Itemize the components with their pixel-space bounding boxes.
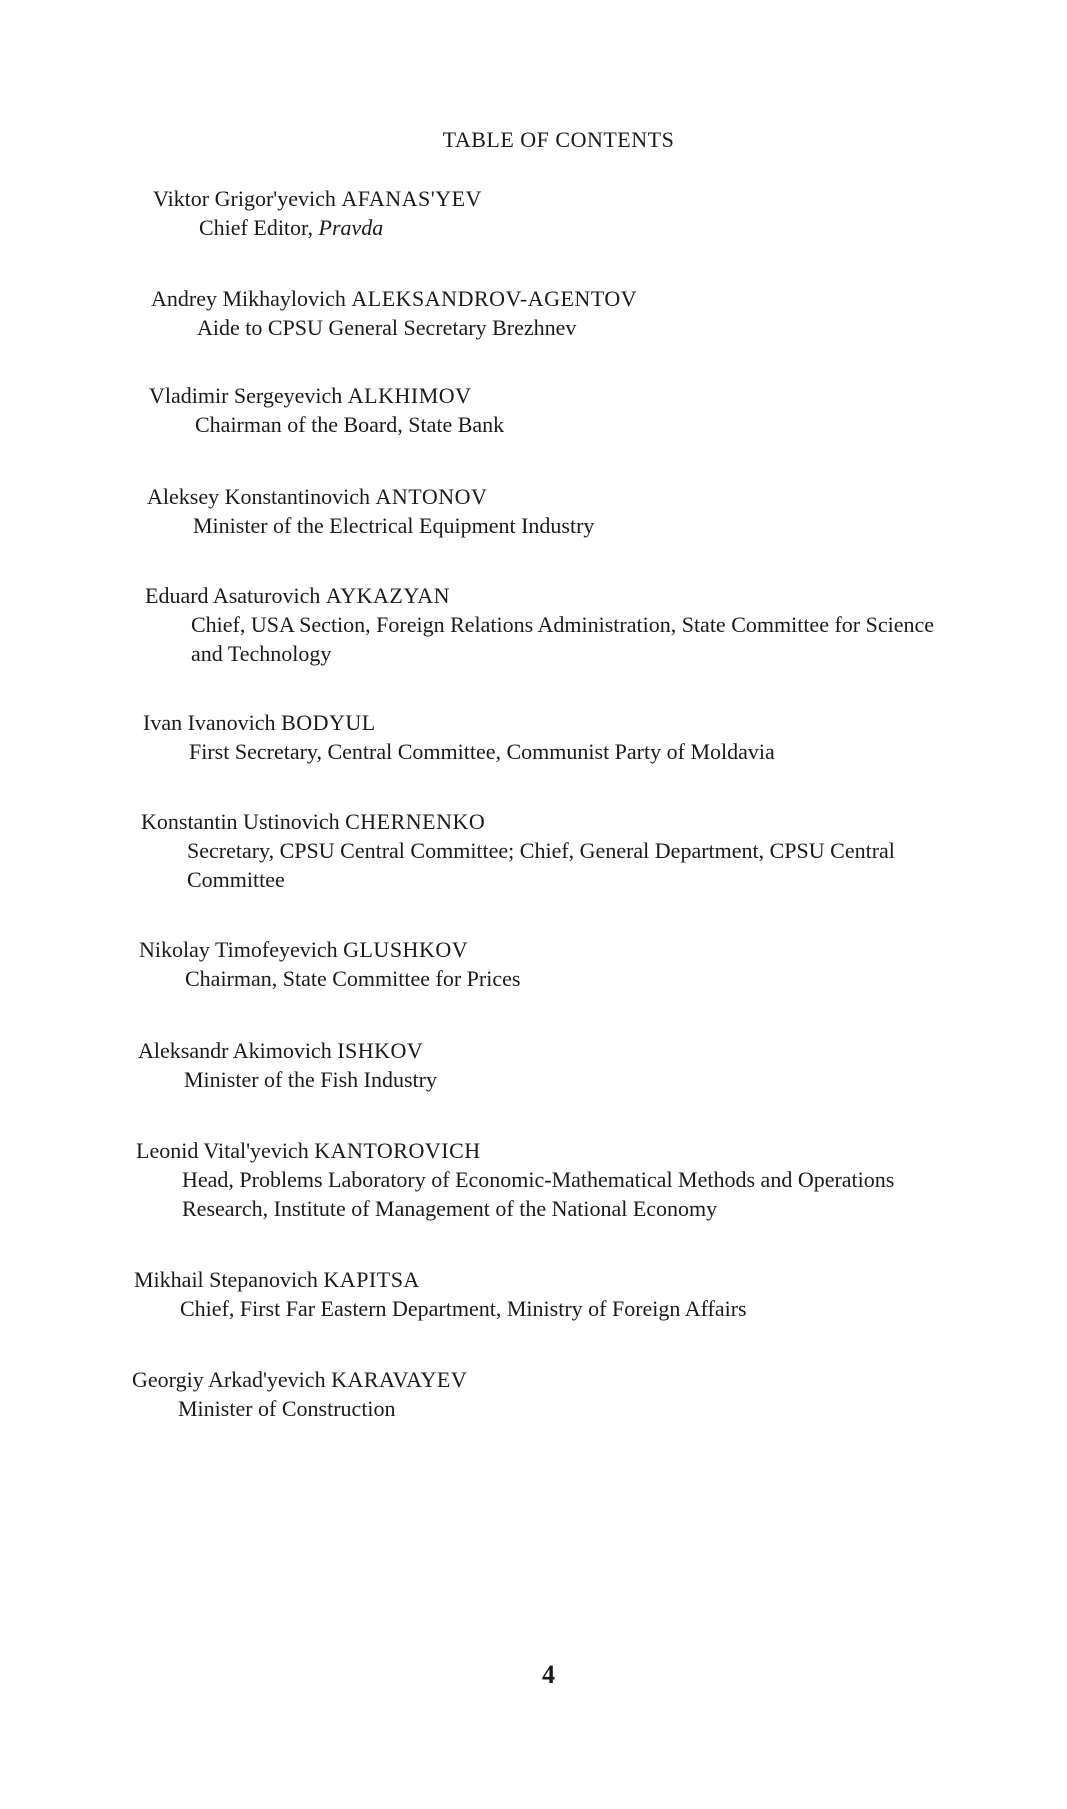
entry-role-italic: Pravda: [318, 215, 384, 240]
entry-role: [141, 836, 947, 894]
entry-given-name: Eduard Asaturovich: [145, 583, 321, 608]
entry-role: [132, 1394, 467, 1423]
entry-role: [139, 964, 520, 993]
entry-surname: ANTONOV: [375, 484, 488, 509]
entry-given-name: Aleksey Konstantinovich: [147, 484, 371, 509]
entry-role-text: Chairman of the Board, State Bank: [195, 412, 505, 437]
entry-name: [139, 935, 520, 964]
entry-given-name: Andrey Mikhaylovich: [151, 286, 346, 311]
entry-given-name: Aleksandr Akimovich: [138, 1038, 332, 1063]
entry-role: [145, 610, 951, 668]
toc-entry: [141, 807, 947, 894]
entry-name: [134, 1265, 747, 1294]
toc-entry: [149, 381, 504, 439]
entry-name: [141, 807, 947, 836]
entry-given-name: Viktor Grigor'yevich: [153, 186, 336, 211]
entry-role-text: Minister of the Fish Industry: [184, 1067, 437, 1092]
entry-role-text: Chief, First Far Eastern Department, Ministry of Foreign Affairs: [180, 1296, 747, 1321]
entry-given-name: Nikolay Timofeyevich: [139, 937, 338, 962]
entry-role: [149, 410, 504, 439]
entry-role: [134, 1294, 747, 1323]
entry-role: [151, 313, 637, 342]
entry-role: [147, 511, 594, 540]
entry-role-text: Head, Problems Laboratory of Economic-Mathematical Methods and Operations Research, Institute of Management of the National Economy: [182, 1167, 895, 1221]
entry-role-text: Chief Editor,: [199, 215, 319, 240]
entry-name: [149, 381, 504, 410]
entry-surname: GLUSHKOV: [343, 937, 469, 962]
entry-given-name: Mikhail Stepanovich: [134, 1267, 318, 1292]
toc-entry: [143, 708, 775, 766]
entry-name: [136, 1136, 942, 1165]
toc-entry: [132, 1365, 467, 1423]
entry-surname: ALKHIMOV: [347, 383, 472, 408]
entry-name: [143, 708, 775, 737]
toc-entry: [147, 482, 594, 540]
entry-role-text: Chief, USA Section, Foreign Relations Administration, State Committee for Science and Technology: [191, 612, 935, 666]
page-number: 4: [542, 1660, 555, 1689]
entry-surname: ALEKSANDROV-AGENTOV: [351, 286, 638, 311]
entry-role-text: First Secretary, Central Committee, Communist Party of Moldavia: [189, 739, 775, 764]
toc-entry: [138, 1036, 437, 1094]
entry-given-name: Vladimir Sergeyevich: [149, 383, 343, 408]
entry-role: [143, 737, 775, 766]
toc-entry: [136, 1136, 942, 1223]
entry-surname: CHERNENKO: [345, 809, 486, 834]
entry-given-name: Ivan Ivanovich: [143, 710, 276, 735]
entry-role-text: Aide to CPSU General Secretary Brezhnev: [197, 315, 577, 340]
entry-role-text: Chairman, State Committee for Prices: [185, 966, 521, 991]
toc-entry: [134, 1265, 747, 1323]
toc-entry: [139, 935, 520, 993]
entry-role: [136, 1165, 942, 1223]
entry-surname: KAPITSA: [323, 1267, 420, 1292]
entry-surname: BODYUL: [281, 710, 376, 735]
entry-surname: KARAVAYEV: [331, 1367, 468, 1392]
entry-name: [132, 1365, 467, 1394]
entry-name: [145, 581, 951, 610]
entry-role: [138, 1065, 437, 1094]
toc-entry: [151, 284, 637, 342]
entry-name: [138, 1036, 437, 1065]
toc-entry: [153, 184, 482, 242]
entry-given-name: Georgiy Arkad'yevich: [132, 1367, 326, 1392]
page-title: TABLE OF CONTENTS: [442, 127, 675, 152]
entry-role-text: Minister of the Electrical Equipment Industry: [193, 513, 595, 538]
entry-given-name: Konstantin Ustinovich: [141, 809, 340, 834]
entry-given-name: Leonid Vital'yevich: [136, 1138, 309, 1163]
entry-name: [153, 184, 482, 213]
entry-role-text: Minister of Construction: [178, 1396, 396, 1421]
toc-entry: [145, 581, 951, 668]
entry-name: [151, 284, 637, 313]
entry-name: [147, 482, 594, 511]
entry-role-text: Secretary, CPSU Central Committee; Chief, General Department, CPSU Central Committee: [187, 838, 895, 892]
entry-surname: ISHKOV: [337, 1038, 424, 1063]
entry-surname: AYKAZYAN: [325, 583, 451, 608]
entry-surname: KANTOROVICH: [314, 1138, 481, 1163]
entry-role: [153, 213, 482, 242]
entry-surname: AFANAS'YEV: [341, 186, 482, 211]
